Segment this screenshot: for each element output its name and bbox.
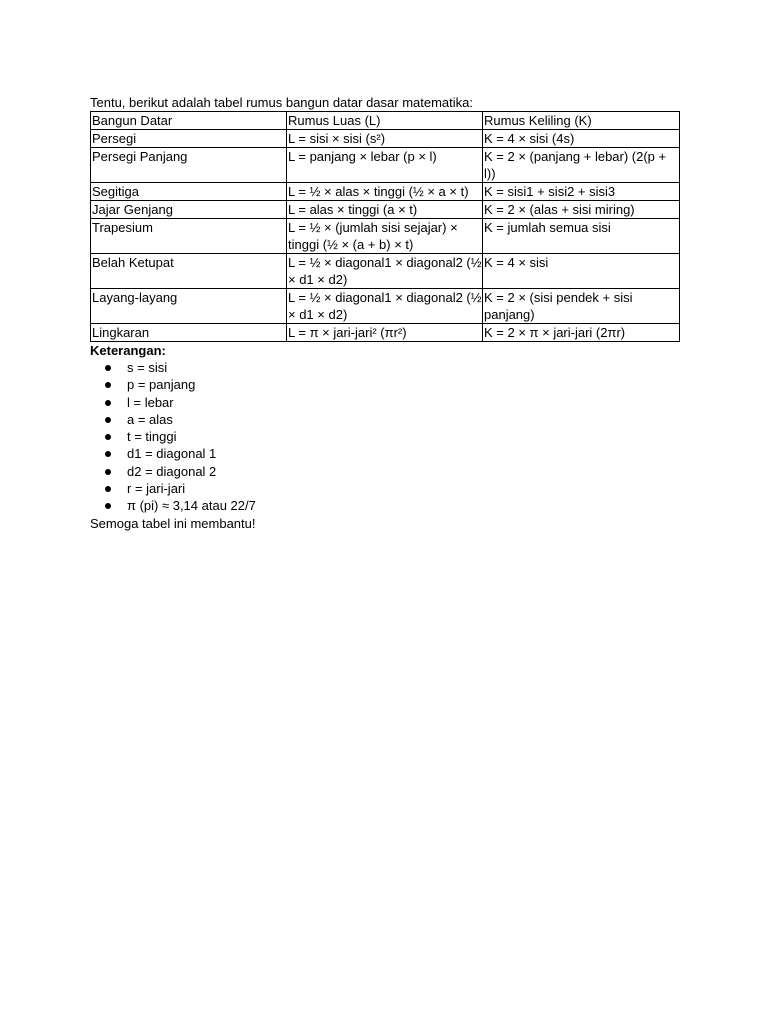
table-header-row [91, 112, 680, 130]
bullet-icon [105, 503, 111, 509]
bullet-icon [105, 486, 111, 492]
bullet-icon [105, 365, 111, 371]
table-cell: Persegi Panjang [91, 148, 287, 183]
table-row [91, 324, 680, 342]
table-cell: L = ½ × (jumlah sisi sejajar) × tinggi (½ × (a + b) × t) [287, 219, 483, 254]
table-cell: L = π × jari-jari² (πr²) [287, 324, 483, 342]
list-item [90, 480, 680, 497]
table-cell: L = sisi × sisi (s²) [287, 130, 483, 148]
list-item [90, 445, 680, 462]
table-cell: K = 4 × sisi (4s) [483, 130, 680, 148]
table-cell: Lingkaran [91, 324, 287, 342]
table-cell: K = 2 × π × jari-jari (2πr) [483, 324, 680, 342]
header-cell: Rumus Luas (L) [287, 112, 483, 130]
bullet-icon [105, 451, 111, 457]
table-cell: K = 4 × sisi [483, 254, 680, 289]
table-cell: Persegi [91, 130, 287, 148]
table-cell: K = 2 × (alas + sisi miring) [483, 201, 680, 219]
table-cell: Segitiga [91, 183, 287, 201]
table-cell: K = 2 × (sisi pendek + sisi panjang) [483, 289, 680, 324]
header-cell: Bangun Datar [91, 112, 287, 130]
list-item-text: π (pi) ≈ 3,14 atau 22/7 [127, 498, 256, 514]
table-cell: K = jumlah semua sisi [483, 219, 680, 254]
table-row [91, 201, 680, 219]
intro-text: Tentu, berikut adalah tabel rumus bangun datar dasar matematika: [90, 95, 474, 110]
table-row [91, 130, 680, 148]
table-cell: L = alas × tinggi (a × t) [287, 201, 483, 219]
legend-list [90, 359, 680, 515]
table-row [91, 289, 680, 324]
list-item-text: d2 = diagonal 2 [127, 463, 217, 479]
list-item-text: a = alas [127, 411, 173, 427]
list-item-text: p = panjang [127, 377, 196, 393]
table-row [91, 183, 680, 201]
table-row [91, 148, 680, 183]
table-cell: Jajar Genjang [91, 201, 287, 219]
list-item [90, 359, 680, 376]
bullet-icon [105, 400, 111, 406]
list-item-text: t = tinggi [127, 429, 177, 445]
table-row [91, 254, 680, 289]
formula-table [90, 111, 680, 342]
list-item-text: s = sisi [127, 360, 168, 375]
list-item [90, 463, 680, 480]
list-item [90, 394, 680, 411]
table-cell: Belah Ketupat [91, 254, 287, 289]
list-item-text: d1 = diagonal 1 [127, 446, 217, 462]
table-cell: Trapesium [91, 219, 287, 254]
header-cell: Rumus Keliling (K) [483, 112, 680, 130]
bullet-icon [105, 382, 111, 388]
table-cell: L = ½ × diagonal1 × diagonal2 (½ × d1 × d2) [288, 255, 482, 287]
table-cell: L = ½ × alas × tinggi (½ × a × t) [287, 183, 483, 201]
table-cell: L = panjang × lebar (p × l) [287, 148, 483, 183]
list-item-text: r = jari-jari [127, 481, 186, 497]
table-cell: K = sisi1 + sisi2 + sisi3 [483, 183, 680, 201]
bullet-icon [105, 417, 111, 423]
list-item [90, 428, 680, 445]
list-item [90, 497, 680, 514]
list-item [90, 411, 680, 428]
legend-title: Keterangan: [90, 343, 166, 358]
table-cell: K = 2 × (panjang + lebar) (2(p + l)) [483, 148, 680, 183]
table-cell: Layang-layang [91, 289, 287, 324]
table-row [91, 219, 680, 254]
closing-text: Semoga tabel ini membantu! [90, 515, 256, 531]
list-item [90, 376, 680, 393]
bullet-icon [105, 434, 111, 440]
table-cell: L = ½ × diagonal1 × diagonal2 (½ × d1 × d2) [288, 290, 482, 322]
document-page [90, 94, 680, 532]
bullet-icon [105, 469, 111, 475]
list-item-text: l = lebar [127, 394, 174, 410]
